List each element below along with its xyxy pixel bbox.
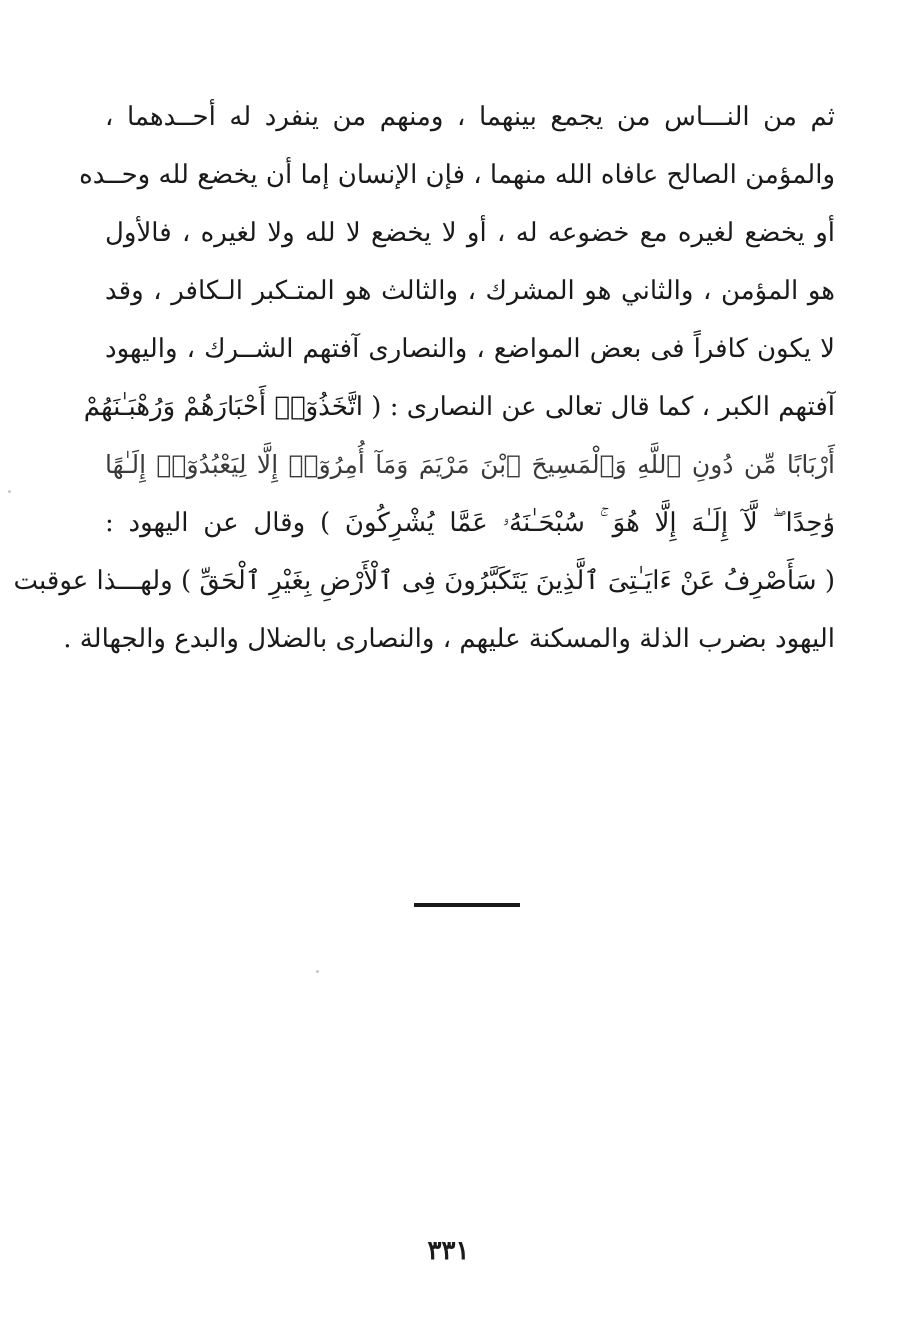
text-line: اليهود بضرب الذلة والمسكنة عليهم ، والنصارى بالضلال والبدع والجهالة . <box>63 624 835 654</box>
text-line: هو المؤمن ، والثاني هو المشرك ، والثالث هو المتـكبر الـكافر ، وقد <box>105 276 835 306</box>
text-line: أو يخضع لغيره مع خضوعه له ، أو لا يخضع لا لله ولا لغيره ، فالأول <box>105 218 835 248</box>
margin-speck <box>316 970 319 973</box>
text-line: والمؤمن الصالح عافاه الله منهما ، فإن الإنسان إما أن يخضع لله وحــده <box>79 160 835 190</box>
section-divider <box>414 903 520 907</box>
text-line: لا يكون كافراً فى بعض المواضع ، والنصارى آفتهم الشــرك ، واليهود <box>105 334 835 364</box>
text-line: آفتهم الكبر ، كما قال تعالى عن النصارى : ( اتَّخَذُوٓا۟ أَحْبَارَهُمْ وَرُهْبَـٰنَهُمْ <box>83 392 835 422</box>
text-line: وَٰحِدًا ۖ لَّآ إِلَـٰهَ إِلَّا هُوَ ۚ سُبْحَـٰنَهُۥ عَمَّا يُشْرِكُونَ ) وقال عن اليهود : <box>105 508 835 538</box>
text-line: ثم من النـــاس من يجمع بينهما ، ومنهم من ينفرد له أحــدهما ، <box>105 102 835 132</box>
page-number: ٣٣١ <box>427 1236 470 1266</box>
margin-speck <box>8 490 11 493</box>
quran-verse-line: أَرْبَابًا مِّن دُونِ ٱللَّهِ وَٱلْمَسِيحَ ٱبْنَ مَرْيَمَ وَمَآ أُمِرُوٓا۟ إِلَّا لِيَعْبُدُوٓا۟ إِلَـٰهًا <box>105 450 835 479</box>
text-line: ( سَأَصْرِفُ عَنْ ءَايَـٰتِىَ ٱلَّذِينَ يَتَكَبَّرُونَ فِى ٱلْأَرْضِ بِغَيْرِ ٱلْحَقِّ ) ولهـــذا عوقبت <box>13 566 835 596</box>
body-text <box>13 88 835 668</box>
